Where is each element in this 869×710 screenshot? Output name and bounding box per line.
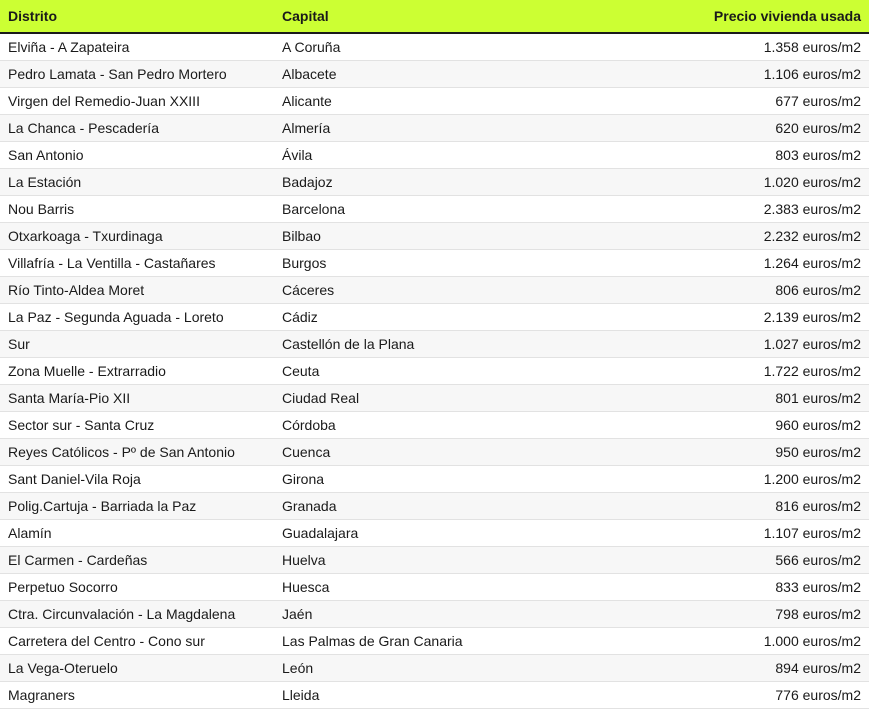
table-row (0, 384, 869, 411)
table-row (0, 114, 869, 141)
cell-capital: Ávila (274, 141, 564, 168)
cell-distrito: Sur (0, 330, 274, 357)
cell-capital: Lleida (274, 681, 564, 708)
cell-capital: Ceuta (274, 357, 564, 384)
cell-distrito: San Antonio (0, 141, 274, 168)
cell-precio: 677 euros/m2 (564, 87, 869, 114)
cell-capital: Huesca (274, 573, 564, 600)
cell-precio: 1.722 euros/m2 (564, 357, 869, 384)
table-row (0, 519, 869, 546)
cell-precio: 801 euros/m2 (564, 384, 869, 411)
cell-capital: Jaén (274, 600, 564, 627)
cell-capital: Cádiz (274, 303, 564, 330)
table-row (0, 249, 869, 276)
cell-precio: 1.107 euros/m2 (564, 519, 869, 546)
table-row (0, 276, 869, 303)
header-row (0, 0, 869, 33)
cell-capital: Bilbao (274, 222, 564, 249)
table-body (0, 33, 869, 708)
cell-distrito: Elviña - A Zapateira (0, 33, 274, 60)
cell-capital: Girona (274, 465, 564, 492)
table-header (0, 0, 869, 33)
table-row (0, 411, 869, 438)
table-row (0, 357, 869, 384)
cell-capital: Ciudad Real (274, 384, 564, 411)
header-precio: Precio vivienda usada (564, 0, 869, 33)
table-row (0, 627, 869, 654)
cell-distrito: Carretera del Centro - Cono sur (0, 627, 274, 654)
cell-capital: Castellón de la Plana (274, 330, 564, 357)
cell-precio: 620 euros/m2 (564, 114, 869, 141)
table-row (0, 438, 869, 465)
cell-precio: 798 euros/m2 (564, 600, 869, 627)
cell-distrito: La Paz - Segunda Aguada - Loreto (0, 303, 274, 330)
cell-distrito: Santa María-Pio XII (0, 384, 274, 411)
cell-precio: 566 euros/m2 (564, 546, 869, 573)
table-row (0, 546, 869, 573)
cell-distrito: Reyes Católicos - Pº de San Antonio (0, 438, 274, 465)
cell-precio: 803 euros/m2 (564, 141, 869, 168)
cell-capital: Burgos (274, 249, 564, 276)
cell-capital: León (274, 654, 564, 681)
cell-distrito: La Chanca - Pescadería (0, 114, 274, 141)
table-row (0, 195, 869, 222)
table-row (0, 303, 869, 330)
cell-distrito: Villafría - La Ventilla - Castañares (0, 249, 274, 276)
cell-precio: 894 euros/m2 (564, 654, 869, 681)
cell-precio: 1.200 euros/m2 (564, 465, 869, 492)
cell-capital: Badajoz (274, 168, 564, 195)
cell-distrito: Alamín (0, 519, 274, 546)
cell-precio: 833 euros/m2 (564, 573, 869, 600)
table-row (0, 33, 869, 60)
cell-capital: Barcelona (274, 195, 564, 222)
cell-distrito: Perpetuo Socorro (0, 573, 274, 600)
cell-precio: 1.106 euros/m2 (564, 60, 869, 87)
cell-capital: Guadalajara (274, 519, 564, 546)
table-row (0, 141, 869, 168)
table-row (0, 330, 869, 357)
cell-precio: 960 euros/m2 (564, 411, 869, 438)
cell-distrito: La Estación (0, 168, 274, 195)
cell-distrito: Sector sur - Santa Cruz (0, 411, 274, 438)
header-capital: Capital (274, 0, 564, 33)
cell-precio: 2.139 euros/m2 (564, 303, 869, 330)
cell-precio: 1.264 euros/m2 (564, 249, 869, 276)
table-row (0, 573, 869, 600)
cell-distrito: Ctra. Circunvalación - La Magdalena (0, 600, 274, 627)
cell-precio: 2.232 euros/m2 (564, 222, 869, 249)
cell-precio: 806 euros/m2 (564, 276, 869, 303)
cell-distrito: Río Tinto-Aldea Moret (0, 276, 274, 303)
table-row (0, 681, 869, 708)
table-row (0, 654, 869, 681)
cell-precio: 816 euros/m2 (564, 492, 869, 519)
cell-distrito: Nou Barris (0, 195, 274, 222)
cell-distrito: Magraners (0, 681, 274, 708)
table-row (0, 465, 869, 492)
cell-distrito: Otxarkoaga - Txurdinaga (0, 222, 274, 249)
table-row (0, 60, 869, 87)
cell-distrito: Sant Daniel-Vila Roja (0, 465, 274, 492)
header-distrito: Distrito (0, 0, 274, 33)
cell-distrito: Virgen del Remedio-Juan XXIII (0, 87, 274, 114)
table-row (0, 87, 869, 114)
cell-capital: Almería (274, 114, 564, 141)
cell-distrito: Pedro Lamata - San Pedro Mortero (0, 60, 274, 87)
cell-capital: Las Palmas de Gran Canaria (274, 627, 564, 654)
cell-precio: 950 euros/m2 (564, 438, 869, 465)
cell-precio: 1.020 euros/m2 (564, 168, 869, 195)
cell-distrito: Polig.Cartuja - Barriada la Paz (0, 492, 274, 519)
cell-capital: Córdoba (274, 411, 564, 438)
cell-capital: Granada (274, 492, 564, 519)
cell-capital: Huelva (274, 546, 564, 573)
cell-distrito: El Carmen - Cardeñas (0, 546, 274, 573)
cell-precio: 2.383 euros/m2 (564, 195, 869, 222)
table-row (0, 222, 869, 249)
cell-precio: 1.000 euros/m2 (564, 627, 869, 654)
table-row (0, 168, 869, 195)
cell-precio: 776 euros/m2 (564, 681, 869, 708)
cell-capital: Cuenca (274, 438, 564, 465)
cell-precio: 1.027 euros/m2 (564, 330, 869, 357)
table-row (0, 492, 869, 519)
table-row (0, 600, 869, 627)
cell-distrito: La Vega-Oteruelo (0, 654, 274, 681)
cell-distrito: Zona Muelle - Extrarradio (0, 357, 274, 384)
cell-capital: Cáceres (274, 276, 564, 303)
cell-capital: A Coruña (274, 33, 564, 60)
cell-precio: 1.358 euros/m2 (564, 33, 869, 60)
cell-capital: Alicante (274, 87, 564, 114)
cell-capital: Albacete (274, 60, 564, 87)
